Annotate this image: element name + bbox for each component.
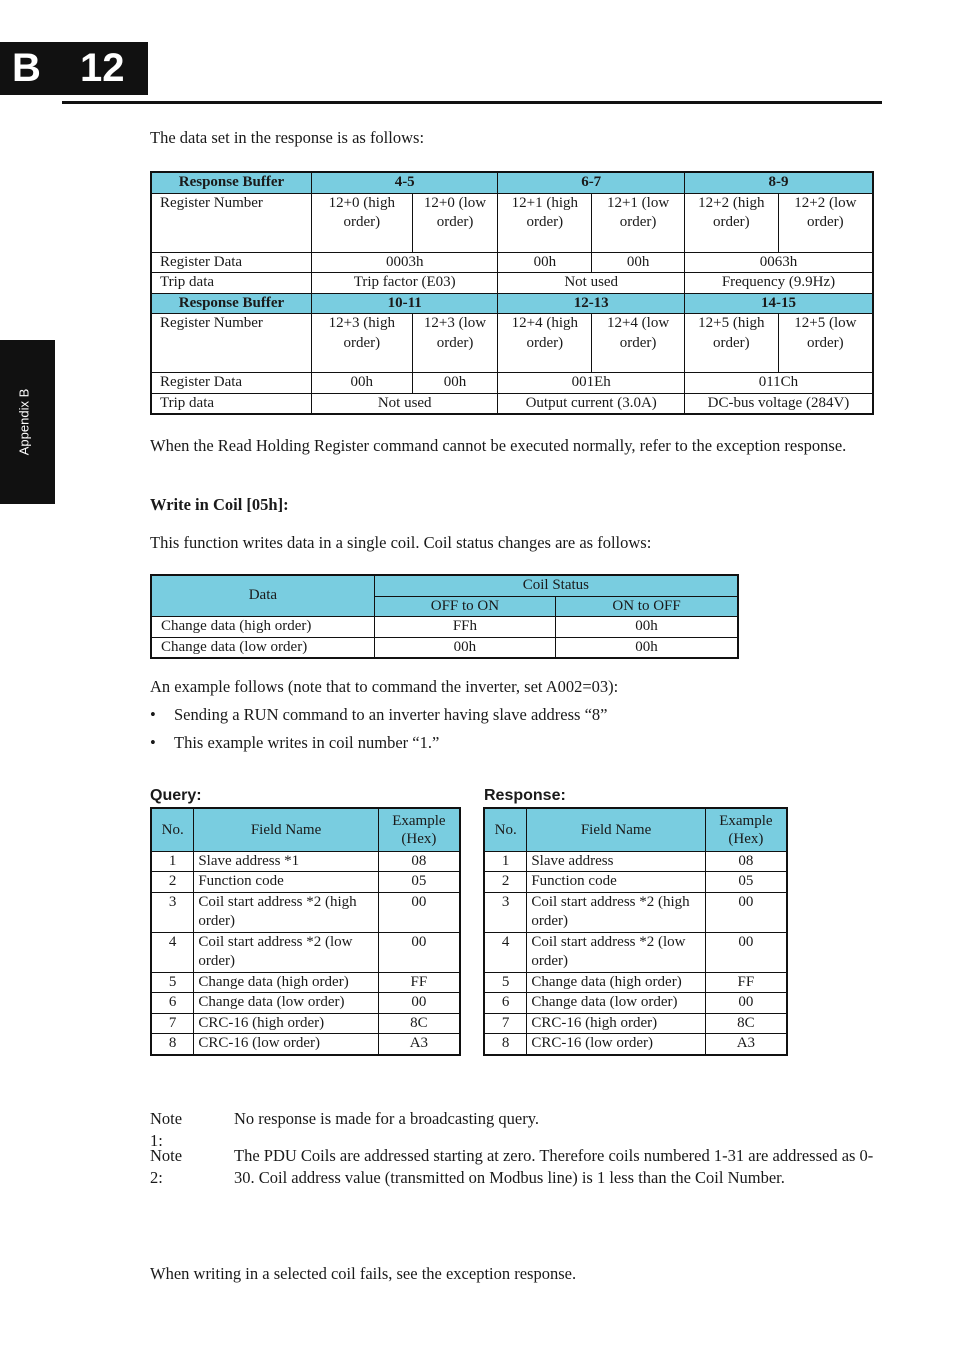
field-name: Function code <box>194 872 378 893</box>
coil-row <box>151 617 738 638</box>
register-data-cell: 00h <box>412 373 498 394</box>
field-name: Slave address <box>527 851 705 872</box>
row-number: 3 <box>151 892 194 932</box>
query-table <box>150 807 461 1056</box>
query-header-row <box>151 808 460 851</box>
note-label: Note 2: <box>150 1146 183 1187</box>
example-value: 8C <box>705 1013 787 1034</box>
page-badge <box>0 42 148 95</box>
register-data-row <box>151 252 873 273</box>
example-value: 08 <box>378 851 460 872</box>
row-number: 5 <box>484 972 527 993</box>
field-name: CRC-16 (low order) <box>527 1034 705 1055</box>
field-name: Change data (low order) <box>194 993 378 1014</box>
example-header: Example (Hex) <box>378 808 460 851</box>
row-label: Register Number <box>151 193 311 252</box>
example-value: FF <box>378 972 460 993</box>
header-rule <box>62 101 882 104</box>
register-number-cell: 12+5 (high order) <box>684 314 778 373</box>
bullet-text: Sending a RUN command to an inverter having slave address “8” <box>174 705 608 724</box>
field-name: Change data (high order) <box>194 972 378 993</box>
table-row <box>151 993 460 1014</box>
row-number: 8 <box>151 1034 194 1055</box>
table-row <box>484 851 787 872</box>
row-number: 1 <box>484 851 527 872</box>
table-row <box>151 1034 460 1055</box>
field-name: Coil start address *2 (high order) <box>194 892 378 932</box>
buffer-range: 6-7 <box>498 172 685 193</box>
query-label: Query: <box>150 787 202 804</box>
table-row <box>151 972 460 993</box>
table-row <box>151 851 460 872</box>
register-number-cell: 12+3 (high order) <box>311 314 412 373</box>
register-data-cell: 00h <box>311 373 412 394</box>
example-value: 05 <box>378 872 460 893</box>
buffer-label: Response Buffer <box>151 293 311 314</box>
off-to-on-header: OFF to ON <box>374 596 555 617</box>
example-value: 08 <box>705 851 787 872</box>
table-row <box>484 1034 787 1055</box>
register-number-cell: 12+1 (high order) <box>498 193 592 252</box>
register-data-row <box>151 373 873 394</box>
coil-on-to-off-value: 00h <box>556 637 738 658</box>
example-value: 00 <box>378 993 460 1014</box>
exception-text: When the Read Holding Register command cannot be executed normally, refer to the exception response. <box>150 436 847 455</box>
trip-data-row <box>151 273 873 294</box>
field-name-header: Field Name <box>527 808 705 851</box>
no-header: No. <box>151 808 194 851</box>
page-number: 12 <box>80 46 125 90</box>
row-number: 7 <box>151 1013 194 1034</box>
table-row <box>484 993 787 1014</box>
register-number-cell: 12+4 (high order) <box>498 314 592 373</box>
register-data-cell: 00h <box>592 252 685 273</box>
note-text: The PDU Coils are addressed starting at zero. Therefore coils numbered 1-31 are addressed as 0-30. Coil address value (transmitted on Modbus line) is 1 less than the Coil Number. <box>234 1146 874 1187</box>
coil-row-label: Change data (low order) <box>151 637 374 658</box>
closing-text: When writing in a selected coil fails, see the exception response. <box>150 1264 577 1283</box>
example-value: A3 <box>378 1034 460 1055</box>
register-number-cell: 12+1 (low order) <box>592 193 685 252</box>
field-name: Change data (high order) <box>527 972 705 993</box>
row-number: 8 <box>484 1034 527 1055</box>
row-number: 2 <box>484 872 527 893</box>
trip-data-cell: Not used <box>311 393 498 414</box>
buffer-range: 10-11 <box>311 293 498 314</box>
row-label: Register Number <box>151 314 311 373</box>
coil-header-row <box>151 575 738 596</box>
intro-text: The data set in the response is as follows: <box>150 128 425 147</box>
table-row <box>151 872 460 893</box>
table-row <box>151 892 460 932</box>
field-name: Change data (low order) <box>527 993 705 1014</box>
row-label: Trip data <box>151 273 311 294</box>
coil-data-header: Data <box>151 575 374 617</box>
field-name: CRC-16 (low order) <box>194 1034 378 1055</box>
table-row <box>484 972 787 993</box>
note-text: No response is made for a broadcasting query. <box>234 1109 540 1128</box>
row-number: 6 <box>484 993 527 1014</box>
register-data-cell: 00h <box>498 252 592 273</box>
on-to-off-header: ON to OFF <box>556 596 738 617</box>
buffer-header-row <box>151 172 873 193</box>
field-name: Function code <box>527 872 705 893</box>
trip-data-cell: Frequency (9.9Hz) <box>684 273 873 294</box>
trip-data-cell: DC-bus voltage (284V) <box>684 393 873 414</box>
table-row <box>151 932 460 972</box>
register-number-cell: 12+3 (low order) <box>412 314 498 373</box>
buffer-range: 12-13 <box>498 293 685 314</box>
example-value: 00 <box>378 892 460 932</box>
row-number: 3 <box>484 892 527 932</box>
response-table <box>483 807 788 1056</box>
field-name: Coil start address *2 (high order) <box>527 892 705 932</box>
trip-data-cell: Output current (3.0A) <box>498 393 685 414</box>
register-number-cell: 12+5 (low order) <box>778 314 873 373</box>
row-number: 5 <box>151 972 194 993</box>
table-row <box>484 872 787 893</box>
register-number-cell: 12+4 (low order) <box>592 314 685 373</box>
row-number: 6 <box>151 993 194 1014</box>
register-number-cell: 12+2 (low order) <box>778 193 873 252</box>
coil-on-to-off-value: 00h <box>556 617 738 638</box>
table-row <box>151 1013 460 1034</box>
trip-data-cell: Not used <box>498 273 685 294</box>
coil-status-table <box>150 574 739 659</box>
buffer-range: 8-9 <box>684 172 873 193</box>
row-number: 4 <box>484 932 527 972</box>
row-number: 7 <box>484 1013 527 1034</box>
field-name: Coil start address *2 (low order) <box>527 932 705 972</box>
example-header: Example (Hex) <box>705 808 787 851</box>
example-value: 00 <box>705 932 787 972</box>
buffer-header-row <box>151 293 873 314</box>
register-data-cell: 0003h <box>311 252 498 273</box>
register-number-row <box>151 314 873 373</box>
row-label: Trip data <box>151 393 311 414</box>
coil-status-header: Coil Status <box>374 575 738 596</box>
no-header: No. <box>484 808 527 851</box>
appendix-letter: B <box>12 46 41 90</box>
table-row <box>484 892 787 932</box>
row-number: 1 <box>151 851 194 872</box>
side-tab-label: Appendix B <box>16 388 32 456</box>
section-title: Write in Coil [05h]: <box>150 495 289 514</box>
coil-row-label: Change data (high order) <box>151 617 374 638</box>
row-label: Register Data <box>151 252 311 273</box>
response-label: Response: <box>484 787 566 804</box>
bullet-dot: • <box>150 733 156 752</box>
response-buffer-table <box>150 171 874 415</box>
buffer-label: Response Buffer <box>151 172 311 193</box>
appendix-side-tab <box>0 340 55 504</box>
example-intro: An example follows (note that to command the inverter, set A002=03): <box>150 677 619 696</box>
bullet-dot: • <box>150 705 156 724</box>
coil-row <box>151 637 738 658</box>
coil-off-to-on-value: 00h <box>374 637 555 658</box>
example-value: 00 <box>378 932 460 972</box>
register-number-cell: 12+0 (low order) <box>412 193 498 252</box>
row-number: 4 <box>151 932 194 972</box>
field-name-header: Field Name <box>194 808 378 851</box>
example-value: 00 <box>705 892 787 932</box>
bullet-text: This example writes in coil number “1.” <box>174 733 440 752</box>
example-value: 05 <box>705 872 787 893</box>
field-name: Coil start address *2 (low order) <box>194 932 378 972</box>
table-row <box>484 932 787 972</box>
register-data-cell: 0063h <box>684 252 873 273</box>
register-number-row <box>151 193 873 252</box>
field-name: CRC-16 (high order) <box>194 1013 378 1034</box>
register-data-cell: 001Eh <box>498 373 685 394</box>
example-value: 00 <box>705 993 787 1014</box>
note-label: Note 1: <box>150 1109 183 1150</box>
example-value: FF <box>705 972 787 993</box>
register-data-cell: 011Ch <box>684 373 873 394</box>
register-number-cell: 12+2 (high order) <box>684 193 778 252</box>
field-name: Slave address *1 <box>194 851 378 872</box>
trip-data-cell: Trip factor (E03) <box>311 273 498 294</box>
table-row <box>484 1013 787 1034</box>
coil-off-to-on-value: FFh <box>374 617 555 638</box>
trip-data-row <box>151 393 873 414</box>
example-value: 8C <box>378 1013 460 1034</box>
field-name: CRC-16 (high order) <box>527 1013 705 1034</box>
section-intro: This function writes data in a single coil. Coil status changes are as follows: <box>150 533 652 552</box>
register-number-cell: 12+0 (high order) <box>311 193 412 252</box>
row-label: Register Data <box>151 373 311 394</box>
buffer-range: 14-15 <box>684 293 873 314</box>
buffer-range: 4-5 <box>311 172 498 193</box>
response-header-row <box>484 808 787 851</box>
row-number: 2 <box>151 872 194 893</box>
example-value: A3 <box>705 1034 787 1055</box>
